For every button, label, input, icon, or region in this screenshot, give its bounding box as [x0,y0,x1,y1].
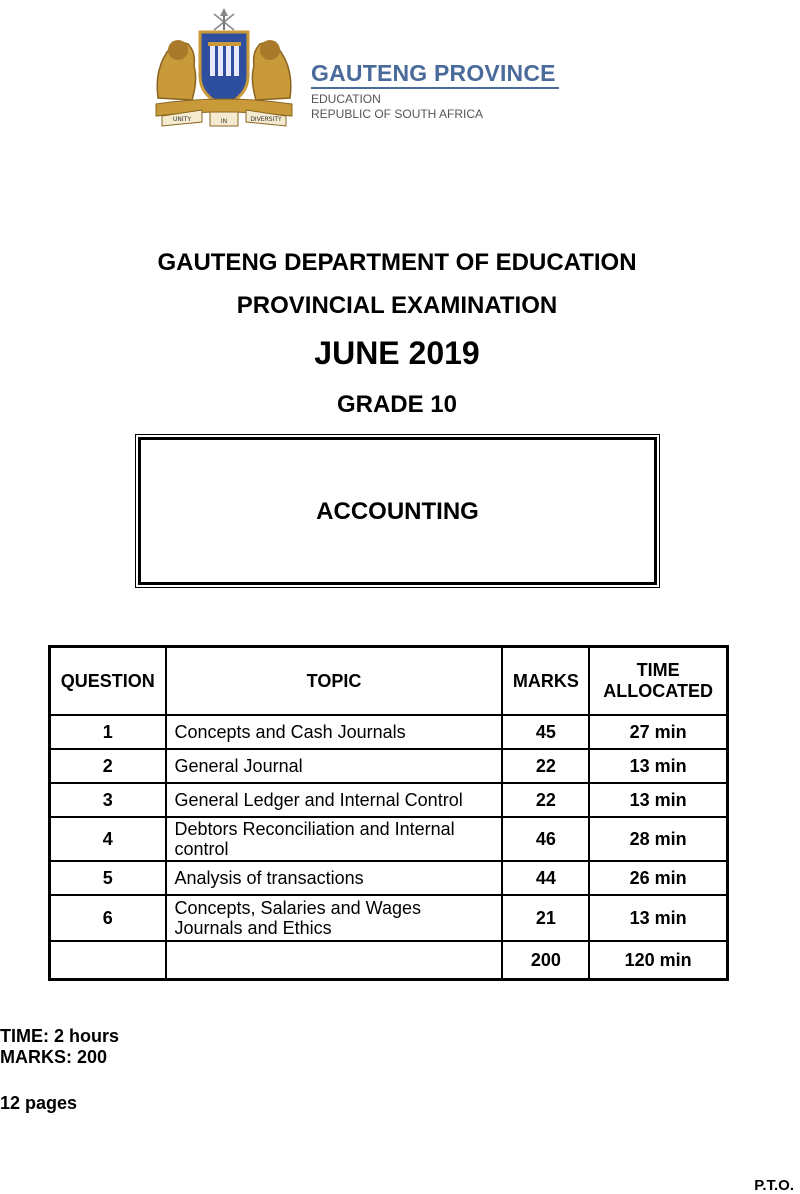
header-marks: MARKS [502,647,589,716]
total-empty-cell [50,941,166,980]
subject-box [135,434,660,588]
question-topic: Concepts and Cash Journals [166,715,503,749]
topic-line1: Debtors Reconciliation and Internal [174,819,455,839]
question-topic [166,895,503,941]
subject-box-inner [138,437,657,585]
table-row [50,895,728,941]
question-number: 3 [50,783,166,817]
crest-motto-left: UNITY [173,116,191,123]
crest-motto-center: IN [220,118,228,125]
question-number: 1 [50,715,166,749]
department-heading: GAUTENG DEPARTMENT OF EDUCATION [157,249,637,276]
exam-session: JUNE 2019 [314,335,480,371]
question-number: 6 [50,895,166,941]
question-marks: 22 [502,749,589,783]
header-time-line1: TIME [636,660,680,680]
table-row [50,749,728,783]
table-row [50,783,728,817]
question-schedule-table [48,645,729,981]
question-time: 28 min [589,817,727,861]
question-marks: 21 [502,895,589,941]
topic-line1: Concepts, Salaries and Wages [174,898,421,918]
question-time: 13 min [589,749,727,783]
question-time: 27 min [589,715,727,749]
exam-heading: PROVINCIAL EXAMINATION [236,292,558,319]
subject-title: ACCOUNTING [316,498,479,525]
table-total-row [50,941,728,980]
question-marks: 22 [502,783,589,817]
question-time: 13 min [589,783,727,817]
total-marks: 200 [502,941,589,980]
question-topic [166,817,503,861]
please-turn-over: P.T.O. [754,1177,794,1194]
org-name: GAUTENG PROVINCE [311,60,556,86]
gauteng-coat-of-arms-logo [148,8,300,130]
question-number: 2 [50,749,166,783]
question-marks: 46 [502,817,589,861]
org-department: EDUCATION [311,92,381,106]
question-topic: General Ledger and Internal Control [166,783,503,817]
table-row [50,715,728,749]
table-row [50,861,728,895]
question-number: 4 [50,817,166,861]
question-topic: General Journal [166,749,503,783]
table-row [50,817,728,861]
question-time: 26 min [589,861,727,895]
table-header-row [50,647,728,716]
header-time-line2: ALLOCATED [603,681,713,701]
exam-total-marks: MARKS: 200 [0,1047,108,1067]
header-question: QUESTION [50,647,166,716]
total-empty-cell [166,941,503,980]
letterhead-text [311,60,559,122]
question-topic: Analysis of transactions [166,861,503,895]
question-marks: 45 [502,715,589,749]
topic-line2: Journals and Ethics [174,918,332,938]
question-time: 13 min [589,895,727,941]
header-topic: TOPIC [166,647,503,716]
question-number: 5 [50,861,166,895]
page-count: 12 pages [0,1093,78,1113]
topic-line2: control [174,839,229,859]
question-marks: 44 [502,861,589,895]
org-rule-divider [311,87,559,89]
total-time: 120 min [589,941,727,980]
header-time-allocated [589,647,727,716]
crest-motto-right: DIVERSITY [250,116,282,123]
org-country: REPUBLIC OF SOUTH AFRICA [311,107,484,121]
grade-heading: GRADE 10 [336,391,458,418]
exam-duration: TIME: 2 hours [0,1026,120,1046]
